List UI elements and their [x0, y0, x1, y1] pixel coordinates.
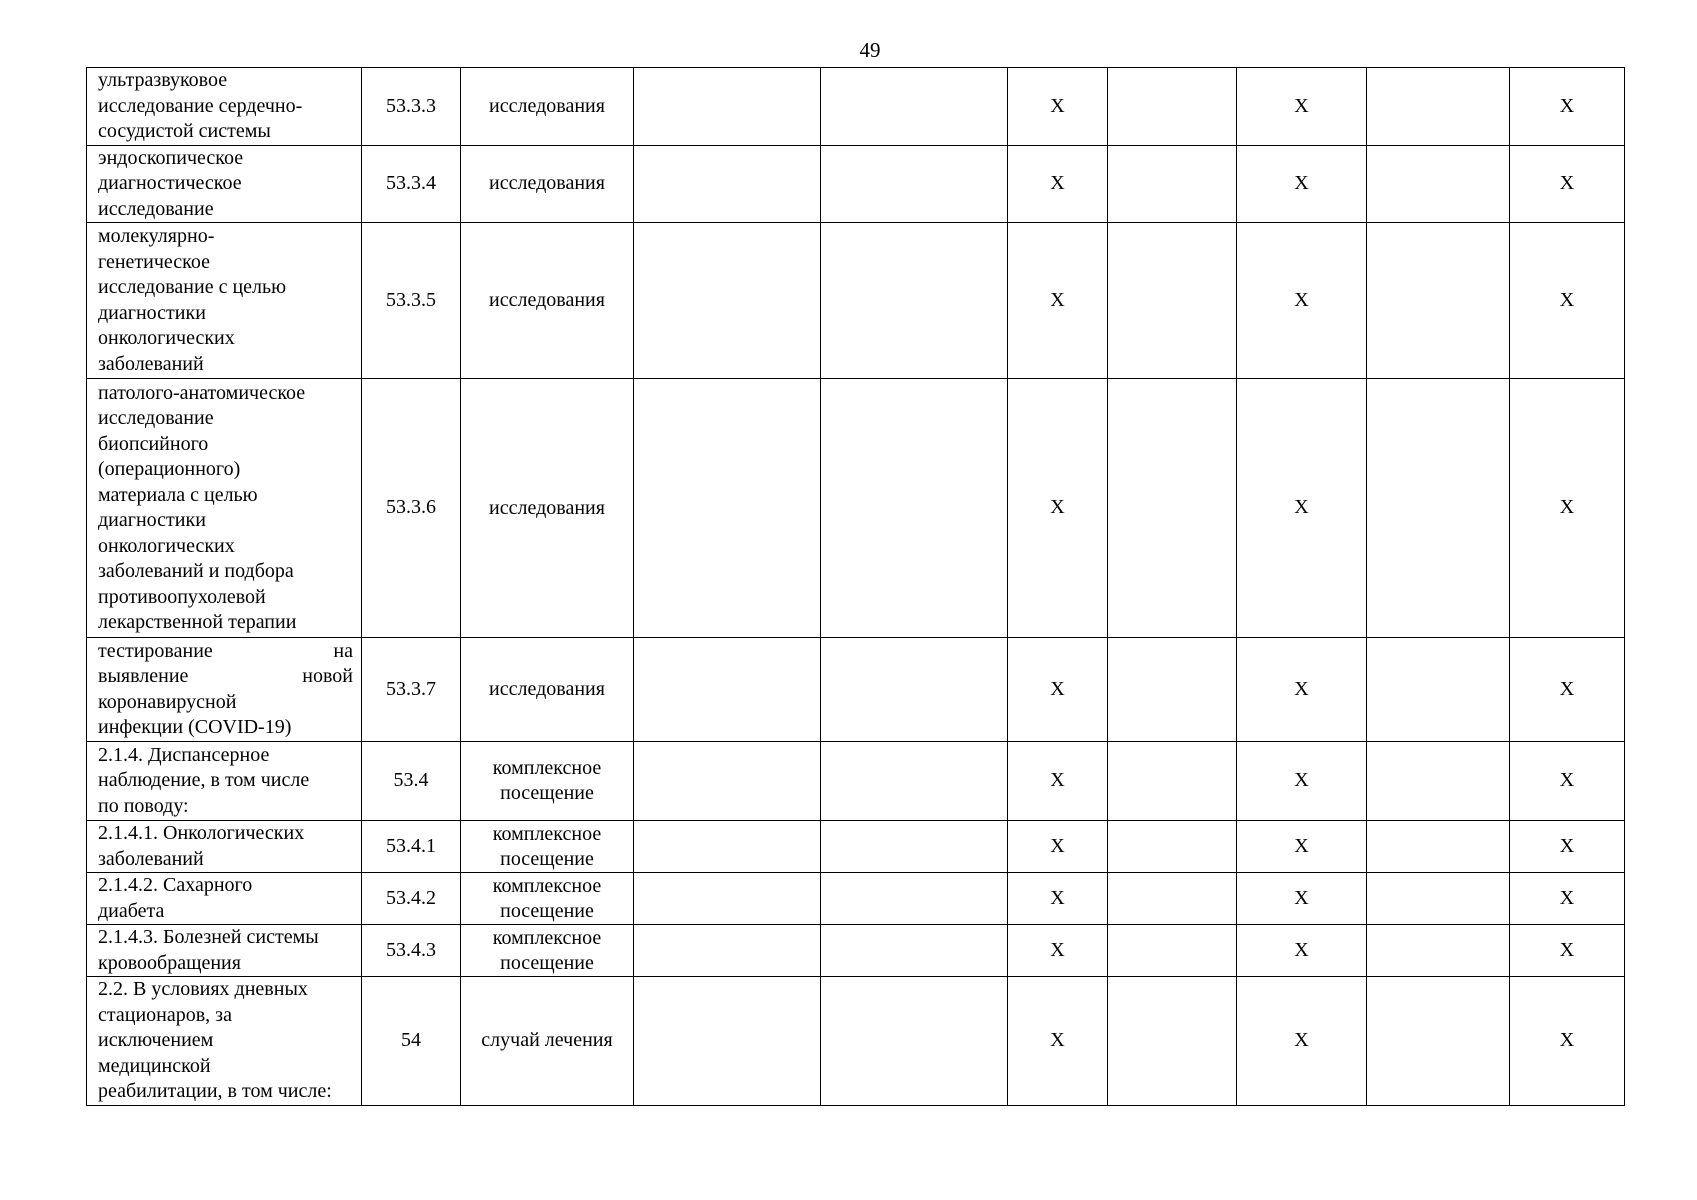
x-mark-cell: Х: [1008, 223, 1108, 379]
empty-cell: [634, 977, 821, 1106]
x-mark-cell: Х: [1237, 821, 1367, 873]
table-row: [87, 379, 1625, 638]
table-row: [87, 821, 1625, 873]
empty-cell: [634, 873, 821, 925]
empty-cell: [821, 68, 1008, 146]
empty-cell: [1367, 68, 1510, 146]
row-unit-cell: исследования: [461, 379, 634, 638]
page-number: 49: [859, 38, 881, 62]
empty-cell: [1367, 925, 1510, 977]
row-unit-cell: комплексное посещение: [461, 742, 634, 821]
empty-cell: [634, 223, 821, 379]
empty-cell: [634, 379, 821, 638]
row-unit-cell: исследования: [461, 68, 634, 146]
row-unit-cell: комплексное посещение: [461, 873, 634, 925]
empty-cell: [1108, 145, 1237, 223]
row-code-cell: 53.4: [362, 742, 461, 821]
empty-cell: [821, 638, 1008, 742]
x-mark-cell: Х: [1008, 873, 1108, 925]
empty-cell: [634, 638, 821, 742]
x-mark-cell: Х: [1510, 977, 1625, 1106]
x-mark-cell: Х: [1008, 821, 1108, 873]
x-mark-cell: Х: [1237, 223, 1367, 379]
empty-cell: [1367, 223, 1510, 379]
empty-cell: [1367, 638, 1510, 742]
empty-cell: [1108, 873, 1237, 925]
empty-cell: [821, 145, 1008, 223]
row-code-cell: 53.3.6: [362, 379, 461, 638]
empty-cell: [821, 977, 1008, 1106]
x-mark-cell: Х: [1237, 742, 1367, 821]
table-row: [87, 68, 1625, 146]
x-mark-cell: Х: [1510, 821, 1625, 873]
empty-cell: [1367, 821, 1510, 873]
x-mark-cell: Х: [1237, 925, 1367, 977]
x-mark-cell: Х: [1510, 68, 1625, 146]
empty-cell: [1367, 873, 1510, 925]
row-code-cell: 53.3.3: [362, 68, 461, 146]
table-row: [87, 638, 1625, 742]
row-unit-cell: исследования: [461, 145, 634, 223]
x-mark-cell: Х: [1510, 873, 1625, 925]
empty-cell: [1108, 821, 1237, 873]
x-mark-cell: Х: [1008, 977, 1108, 1106]
table-row: [87, 925, 1625, 977]
empty-cell: [1367, 977, 1510, 1106]
x-mark-cell: Х: [1008, 638, 1108, 742]
row-unit-cell: комплексное посещение: [461, 821, 634, 873]
x-mark-cell: Х: [1237, 145, 1367, 223]
x-mark-cell: Х: [1237, 68, 1367, 146]
empty-cell: [1108, 925, 1237, 977]
table-row: [87, 223, 1625, 379]
data-table: [86, 67, 1625, 1106]
empty-cell: [821, 925, 1008, 977]
empty-cell: [1367, 145, 1510, 223]
x-mark-cell: Х: [1237, 977, 1367, 1106]
empty-cell: [821, 873, 1008, 925]
row-code-cell: 53.4.3: [362, 925, 461, 977]
empty-cell: [1367, 742, 1510, 821]
x-mark-cell: Х: [1510, 742, 1625, 821]
row-name-cell: молекулярно- генетическое исследование с целью диагностики онкологических заболеваний: [87, 223, 362, 379]
row-unit-cell: случай лечения: [461, 977, 634, 1106]
row-name-cell: 2.1.4.1. Онкологических заболеваний: [87, 821, 362, 873]
x-mark-cell: Х: [1008, 68, 1108, 146]
row-name-cell: 2.1.4.2. Сахарного диабета: [87, 873, 362, 925]
empty-cell: [634, 742, 821, 821]
empty-cell: [634, 145, 821, 223]
empty-cell: [821, 379, 1008, 638]
x-mark-cell: Х: [1008, 925, 1108, 977]
x-mark-cell: Х: [1510, 638, 1625, 742]
row-code-cell: 54: [362, 977, 461, 1106]
row-name-cell: тестирование на выявление новой коронавирусной инфекции (COVID-19): [87, 638, 362, 742]
empty-cell: [821, 821, 1008, 873]
x-mark-cell: Х: [1510, 145, 1625, 223]
row-name-cell: 2.1.4. Диспансерное наблюдение, в том числе по поводу:: [87, 742, 362, 821]
row-code-cell: 53.4.1: [362, 821, 461, 873]
row-name-cell: 2.2. В условиях дневных стационаров, за исключением медицинской реабилитации, в том числе:: [87, 977, 362, 1106]
empty-cell: [634, 68, 821, 146]
empty-cell: [821, 223, 1008, 379]
row-name-cell: патолого-анатомическое исследование биопсийного (операционного) материала с целью диагностики онкологических заболеваний и подбора противоопухолевой лекарственной терапии: [87, 379, 362, 638]
empty-cell: [1108, 638, 1237, 742]
x-mark-cell: Х: [1237, 638, 1367, 742]
empty-cell: [821, 742, 1008, 821]
empty-cell: [634, 821, 821, 873]
row-code-cell: 53.3.5: [362, 223, 461, 379]
x-mark-cell: Х: [1510, 223, 1625, 379]
empty-cell: [1108, 223, 1237, 379]
table-row: [87, 977, 1625, 1106]
empty-cell: [634, 925, 821, 977]
row-code-cell: 53.3.4: [362, 145, 461, 223]
x-mark-cell: Х: [1237, 379, 1367, 638]
table-row: [87, 145, 1625, 223]
x-mark-cell: Х: [1008, 145, 1108, 223]
x-mark-cell: Х: [1510, 379, 1625, 638]
empty-cell: [1108, 742, 1237, 821]
row-unit-cell: исследования: [461, 223, 634, 379]
x-mark-cell: Х: [1008, 379, 1108, 638]
row-unit-cell: исследования: [461, 638, 634, 742]
row-name-cell: эндоскопическое диагностическое исследование: [87, 145, 362, 223]
empty-cell: [1108, 68, 1237, 146]
row-unit-cell: комплексное посещение: [461, 925, 634, 977]
table-row: [87, 873, 1625, 925]
empty-cell: [1108, 379, 1237, 638]
table-row: [87, 742, 1625, 821]
empty-cell: [1367, 379, 1510, 638]
row-code-cell: 53.4.2: [362, 873, 461, 925]
empty-cell: [1108, 977, 1237, 1106]
row-name-cell: ультразвуковое исследование сердечно- сосудистой системы: [87, 68, 362, 146]
x-mark-cell: Х: [1237, 873, 1367, 925]
row-code-cell: 53.3.7: [362, 638, 461, 742]
x-mark-cell: Х: [1008, 742, 1108, 821]
x-mark-cell: Х: [1510, 925, 1625, 977]
row-name-cell: 2.1.4.3. Болезней системы кровообращения: [87, 925, 362, 977]
